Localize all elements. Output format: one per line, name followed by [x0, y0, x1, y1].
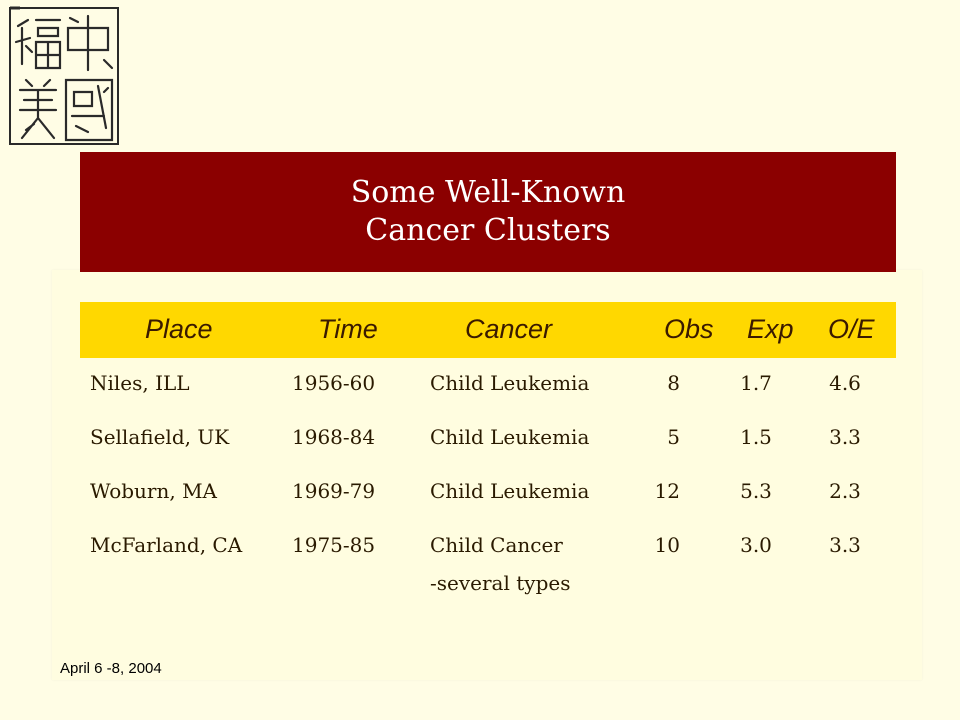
title-line-2: Cancer Clusters [365, 213, 611, 248]
cell-exp: 5.3 [740, 479, 772, 503]
cell-oe: 4.6 [829, 371, 861, 395]
header-exp: Exp [747, 314, 794, 344]
cell-oe: 3.3 [829, 425, 861, 449]
cell-cancer: Child Leukemia [430, 479, 590, 503]
cell-place: Woburn, MA [90, 479, 218, 503]
header-obs: Obs [664, 314, 714, 344]
title-banner [80, 152, 896, 272]
header-time: Time [318, 314, 378, 344]
cell-cancer: Child Leukemia [430, 425, 590, 449]
cell-place: Sellafield, UK [90, 425, 230, 449]
cell-time: 1975-85 [292, 533, 376, 557]
cell-time: 1969-79 [292, 479, 376, 503]
cell-time: 1968-84 [292, 425, 376, 449]
table-header-row [80, 302, 896, 358]
cell-oe: 3.3 [829, 533, 861, 557]
cell-time: 1956-60 [292, 371, 376, 395]
cell-obs: 10 [654, 533, 680, 557]
cell-obs: 12 [654, 479, 680, 503]
cell-oe: 2.3 [829, 479, 861, 503]
cell-exp: 1.7 [740, 371, 772, 395]
cell-exp: 1.5 [740, 425, 772, 449]
cell-cancer-subline: -several types [430, 571, 571, 595]
chinese-seal-logo [8, 6, 120, 146]
header-place: Place [145, 314, 213, 344]
cell-obs: 8 [667, 371, 680, 395]
cell-cancer: Child Leukemia [430, 371, 590, 395]
cell-exp: 3.0 [740, 533, 772, 557]
footer-date: April 6 -8, 2004 [60, 660, 162, 677]
cell-obs: 5 [667, 425, 680, 449]
title-line-1: Some Well-Known [350, 175, 626, 210]
header-cancer: Cancer [465, 314, 553, 344]
cell-cancer: Child Cancer [430, 533, 563, 557]
cell-place: Niles, ILL [90, 371, 190, 395]
cell-place: McFarland, CA [90, 533, 243, 557]
header-oe: O/E [828, 314, 875, 344]
